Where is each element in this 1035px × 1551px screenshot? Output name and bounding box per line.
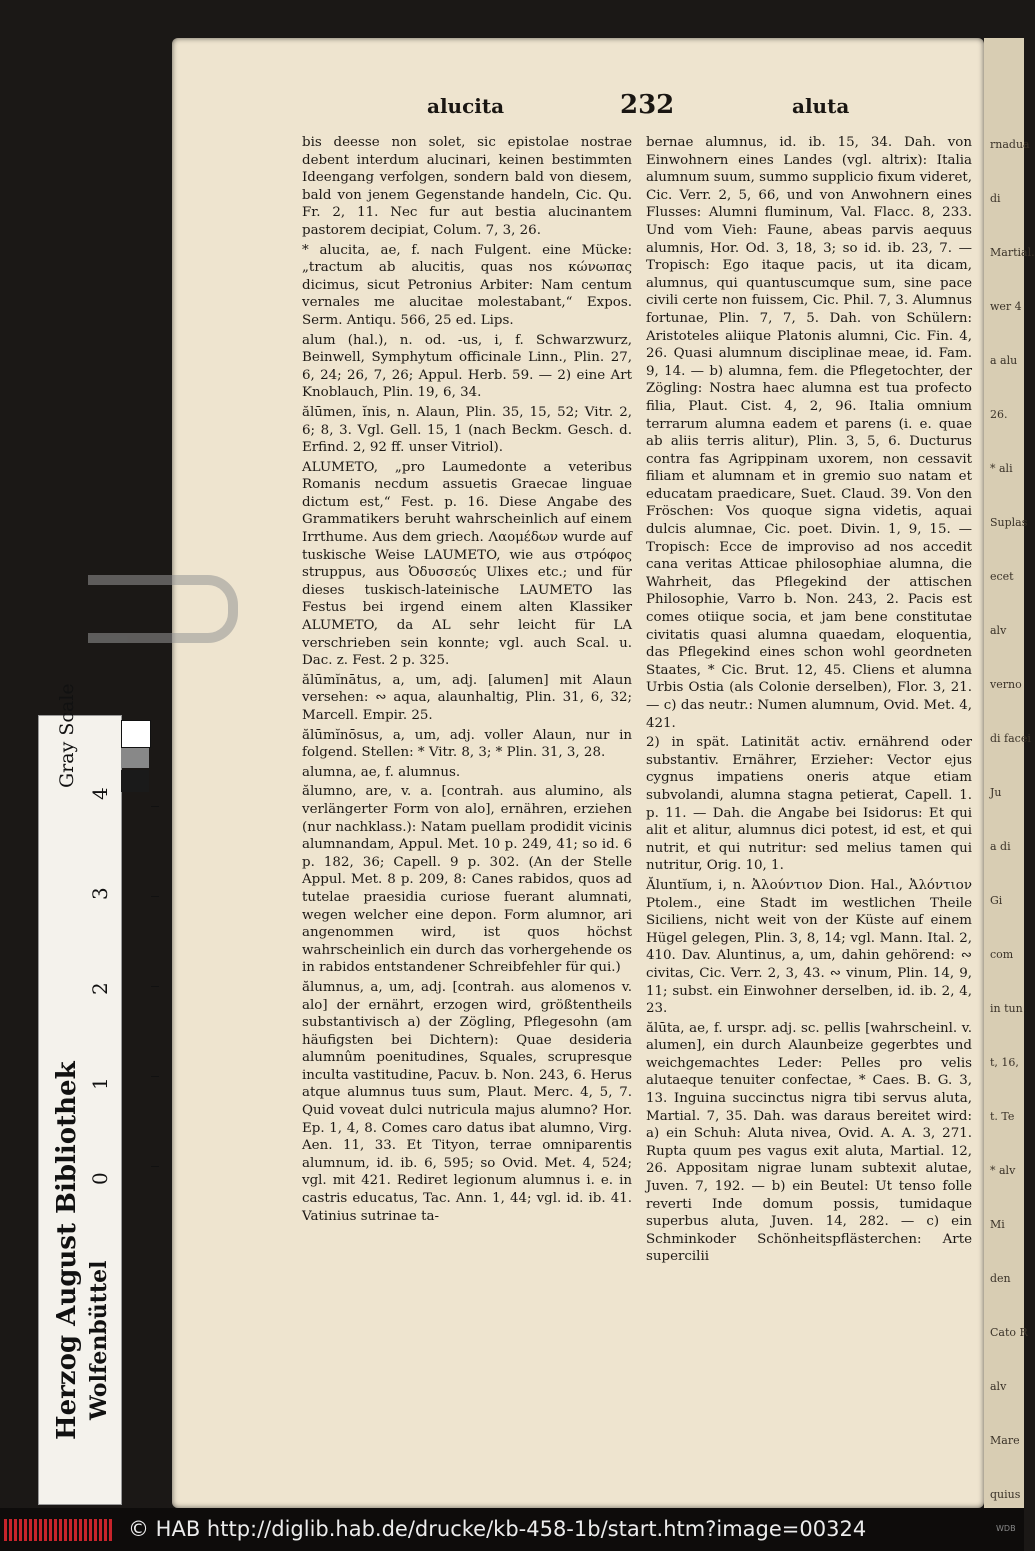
entry-paragraph: bernae alumnus, id. ib. 15, 34. Dah. von Einwohnern eines Landes (vgl. altrix): Italia alumnum suum, summo supplicio fixum videret, Cic. Verr. 2, 5, 66, und von Anwohnern eines Flusses: Alumni fluminum, Val. Flacc. 8, 233. Und vom Vieh: Faune, abeas parvis aequus alumnis, Hor. Od. 3, 18, 3; so id. ib. 23, 7. — Tropisch: Ego itaque pacis, ut ita dicam, alumnus, qui quantuscumque sum, sine pace civili certe non fuissem, Cic. Phil. 7, 3. Alumnus fortunae, Plin. 7, 7, 5. Dah. von Schülern: Aristoteles aliique Platonis alumni, Cic. Fin. 4, 26. Quasi alumnum disciplinae meae, id. Fam. 9, 14. — b) alumna, fem. die Pflegetochter, der Zögling: Nostra haec alumna est tua profecto filia, Plaut. Cist. 4, 2, 96. Italia omnium terrarum alumna eadem et parens (i. e. quae ab aliis terris alitur), Plin. 3, 5, 6. Ducturus contra fas Agrippinam uxorem, non cessavit filiam et alumnam et in gremio suo natam et educatam praedicare, Suet. Claud. 39. Von den Fröschen: Vos quoque signa videtis, aquai dulcis alumnae, Cic. poet. Divin. 1, 9, 15. — Tropisch: Ecce de improviso ad nos accedit cana veritas Atticae philosophiae alumna, die Wahrheit, das Pflegekind der attischen Philosophie, Varro b. Non. 243, 2. Pacis est comes otiique socia, et jam bene constitutae civitatis quasi alumna quaedam, eloquentia, das Pflegekind eines schon wohl geordneten Staates, * Cic. Brut. 12, 45. Cliens et alumna Urbis Ostia (als Colonie derselben), Flor. 3, 21. — c) das neutr.: Numen alumnum, Ovid. Met. 4, 421. [646, 135, 973, 731]
footer-mark: WDB [996, 1524, 1016, 1533]
left-headword: alucita [427, 94, 505, 118]
entry-alumeto: ALUMETO, „pro Laumedonte a veteribus Romanis necdum assuetis Graecae linguae dictum est,“ Fest. p. 16. Diese Angabe des Grammatikers beruht wahrscheinlich auf einem Irrthume. Aus dem griech. Λαομέδων wurde auf tuskische Weise LAUMETO, wie aus στρόφος struppus, aus Ὀδυσσεύς Ulixes etc.; und für dieses tuskisch-lateinische LAUMETO las Festus bei irgend einem alten Klassiker ALUMETO, da AL sehr leicht für LA verschrieben sein konnte; vgl. auch Scal. u. Dac. z. Fest. 2 p. 325. [302, 459, 632, 669]
entry-paragraph: bis deesse non solet, sic epistolae nostrae debent interdum alucinari, keinen bestimmten Ideengang verfolgen, sondern bald von diesem, bald von jenem Gegenstande handeln, Cic. Qu. Fr. 2, 11. Nec fur aut bestia alucinantem pastorem decipiat, Colum. 7, 3, 26. [302, 135, 632, 238]
book-page [172, 38, 984, 1508]
adjacent-page-fragment: Mare [990, 1434, 1020, 1447]
cm-label: 4 [88, 787, 112, 800]
page-header [172, 90, 984, 124]
entry-aluta: ălūta, ae, f. urspr. adj. sc. pellis [wahrscheinl. v. alumen], ein durch Alaunbeize gegerbtes und weichgemachtes Leder: Pelles pro velis alutaeque tenuiter confectae, * Caes. B. G. 3, 13. Inguina succinctus nigra tibi servus aluta, Martial. 7, 35. Dah. was daraus bereitet wird: a) ein Schuh: Aluta nivea, Ovid. A. A. 3, 271. Rupta quum pes vagus exit aluta, Martial. 12, 26. Appositam nigrae lunam subtexit alutae, Juven. 7, 192. — b) ein Beutel: Ut tenso folle reverti Inde domum possis, tumidaque superbus aluta, Juven. 14, 282. — c) ein Schminkoder Schönheitspflästerchen: Arte supercilii [646, 1020, 972, 1265]
adjacent-page-fragment: di facei [990, 732, 1031, 745]
adjacent-page-fragment: Martial. [990, 246, 1035, 259]
right-headword: aluta [792, 94, 850, 118]
adjacent-page-fragment: wer 4 [990, 300, 1022, 313]
adjacent-page-fragment: di [990, 192, 1001, 205]
adjacent-page-fragment: alv [990, 1380, 1007, 1393]
adjacent-page-fragment: t. Te [990, 1110, 1015, 1123]
hab-logo-icon [4, 1519, 112, 1541]
entry-alum: alum (hal.), n. od. -us, i, f. Schwarzwurz, Beinwell, Symphytum officinale Linn., Plin. 27, 6, 24; 26, 7, 26; Appul. Herb. 59. — 2) eine Art Knoblauch, Plin. 19, 6, 34. [302, 332, 632, 401]
adjacent-page-fragment: a alu [990, 354, 1018, 367]
institution-line-2: Wolfenbüttel [86, 1260, 112, 1420]
adjacent-page-fragment: ecet [990, 570, 1014, 583]
adjacent-page-fragment: verno [990, 678, 1022, 691]
adjacent-page-fragment: rnadua [990, 138, 1030, 151]
right-column [646, 134, 972, 1266]
entry-alumnus: ălumnus, a, um, adj. [contrah. aus alomenos v. alo] der ernährt, erzogen wird, größtentheils substantivisch a) der Zögling, Pflegesohn (am häufigsten bei Dichtern): Quae desideria alumnûm poenitudines, Squales, scrupresque inculta vastitudine, Pacuv. b. Non. 243, 6. Herus atque alumnus tuus sum, Plaut. Merc. 4, 5, 7. Quid voveat dulci nutricula majus alumno? Hor. Ep. 1, 4, 8. Comes caro datus ibat alumno, Virg. Aen. 11, 33. Et Tityon, terrae omniparentis alumnum, id. ib. 6, 595; so Ovid. Met. 4, 524; vgl. mit 421. Rediret legionum alumnus i. e. in castris educatus, Tac. Ann. 1, 44; vgl. id. ib. 41. Vatinius sutrinae ta- [302, 979, 632, 1224]
entry-aluntium: Ăluntĭum, i, n. Ἀλούντιον Dion. Hal., Ἀλόντιον Ptolem., eine Stadt im westlichen Theile Siciliens, nicht weit von der Küste auf einem Hügel gelegen, Plin. 3, 8, 14; vgl. Mann. Ital. 2, 410. Dav. Aluntinus, a, um, dahin gehörend: ∾ civitas, Cic. Verr. 2, 3, 43. ∾ vinum, Plin. 14, 9, 11; subst. ein Einwohner derselben, id. ib. 2, 4, 23. [646, 877, 972, 1017]
adjacent-page-fragment: Gi [990, 894, 1003, 907]
entry-alumen: ălūmen, ĭnis, n. Alaun, Plin. 35, 15, 52; Vitr. 2, 6; 8, 3. Vgl. Gell. 15, 1 (nach Beckm. Gesch. d. Erfind. 2, 92 ff. unser Vitriol). [302, 404, 632, 456]
gray-swatch [121, 748, 149, 768]
adjacent-page-fragment: Ju [990, 786, 1002, 799]
adjacent-page-fragment: quius [990, 1488, 1021, 1501]
source-url-link[interactable]: © HAB http://diglib.hab.de/drucke/kb-458-1b/start.htm?image=00324 [128, 1517, 867, 1541]
adjacent-page-fragment: Mi [990, 1218, 1005, 1231]
adjacent-page-fragment: com [990, 948, 1014, 961]
entry-aluminatus: ălūmĭnātus, a, um, adj. [alumen] mit Alaun versehen: ∾ aqua, alaunhaltig, Plin. 31, 6, 32; Marcell. Empir. 25. [302, 672, 632, 723]
entry-alumna: alumna, ae, f. alumnus. [302, 764, 461, 780]
entry-alucita: * alucita, ae, f. nach Fulgent. eine Mücke: „tractum ab alucitis, quas nos κώνωπας dicimus, sicut Petronius Arbiter: Nam centum vernales me alucitae molestabant,“ Expos. Serm. Antiqu. 566, 25 ed. Lips. [302, 242, 632, 328]
institution-line-1 [52, 1350, 82, 1440]
entry-paragraph: 2) in spät. Latinität activ. ernährend oder substantiv. Ernährer, Erzieher: Vector ejus cygnus impatiens oneris atque etiam subvolandi, alumna stagna petierat, Capell. 1. p. 11. — Dah. die Angabe bei Isidorus: Et qui alit et alitur, alumnus dici potest, id est, et qui nutrit, et qui nutritur: sed melius tamen qui nutritur, Orig. 10, 1. [646, 735, 972, 874]
adjacent-page-fragment: in tun [990, 1002, 1023, 1015]
entry-alumno: ălumno, are, v. a. [contrah. aus alumino, als verlängerter Form von alo], ernähren, erziehen (nur nachklass.): Natam puellam prodidit vicinis alumnandam, Appul. Met. 10 p. 249, 41; so id. 6 p. 182, 36; Capell. 9 p. 302. (An der Stelle Appul. Met. 8 p. 209, 8: Canes rabidos, quos ad tutelae praesidia curiose fuerant alumnati, wegen welcher eine depon. Form alumnor, ari angenommen wird, ist quos höchst wahrscheinlich ein durch das vorhergehende os in rabidos entstandener Schreibfehler für qui.) [302, 784, 632, 976]
gray-scale-label: Gray Scale [56, 683, 78, 788]
gray-swatch [121, 720, 151, 748]
entry-aluminosus: ălūmĭnōsus, a, um, adj. voller Alaun, nur in folgend. Stellen: * Vitr. 8, 3; * Plin. 31, 3, 28. [302, 727, 632, 761]
adjacent-page-fragment: Suplas [990, 516, 1028, 529]
adjacent-page-fragment: Cato R [990, 1326, 1028, 1339]
adjacent-page-fragment: * alv [990, 1164, 1016, 1177]
adjacent-page-fragment: a di [990, 840, 1011, 853]
adjacent-page-fragment: t, 16, [990, 1056, 1019, 1069]
bookmark-ribbon [88, 575, 238, 643]
viewer-footer [0, 1508, 1024, 1551]
adjacent-page-fragment: den [990, 1272, 1011, 1285]
cm-label: 1 [88, 1077, 112, 1090]
cm-label: 3 [88, 887, 112, 900]
adjacent-page-fragment: * ali [990, 462, 1013, 475]
adjacent-page-fragment: alv [990, 624, 1007, 637]
left-column [302, 134, 632, 1225]
gray-swatch [121, 770, 149, 792]
adjacent-page-edge [984, 38, 1035, 1508]
cm-label: 0 [88, 1172, 112, 1185]
page-number: 232 [620, 90, 675, 120]
cm-label: 2 [88, 982, 112, 995]
adjacent-page-fragment: 26. [990, 408, 1008, 421]
